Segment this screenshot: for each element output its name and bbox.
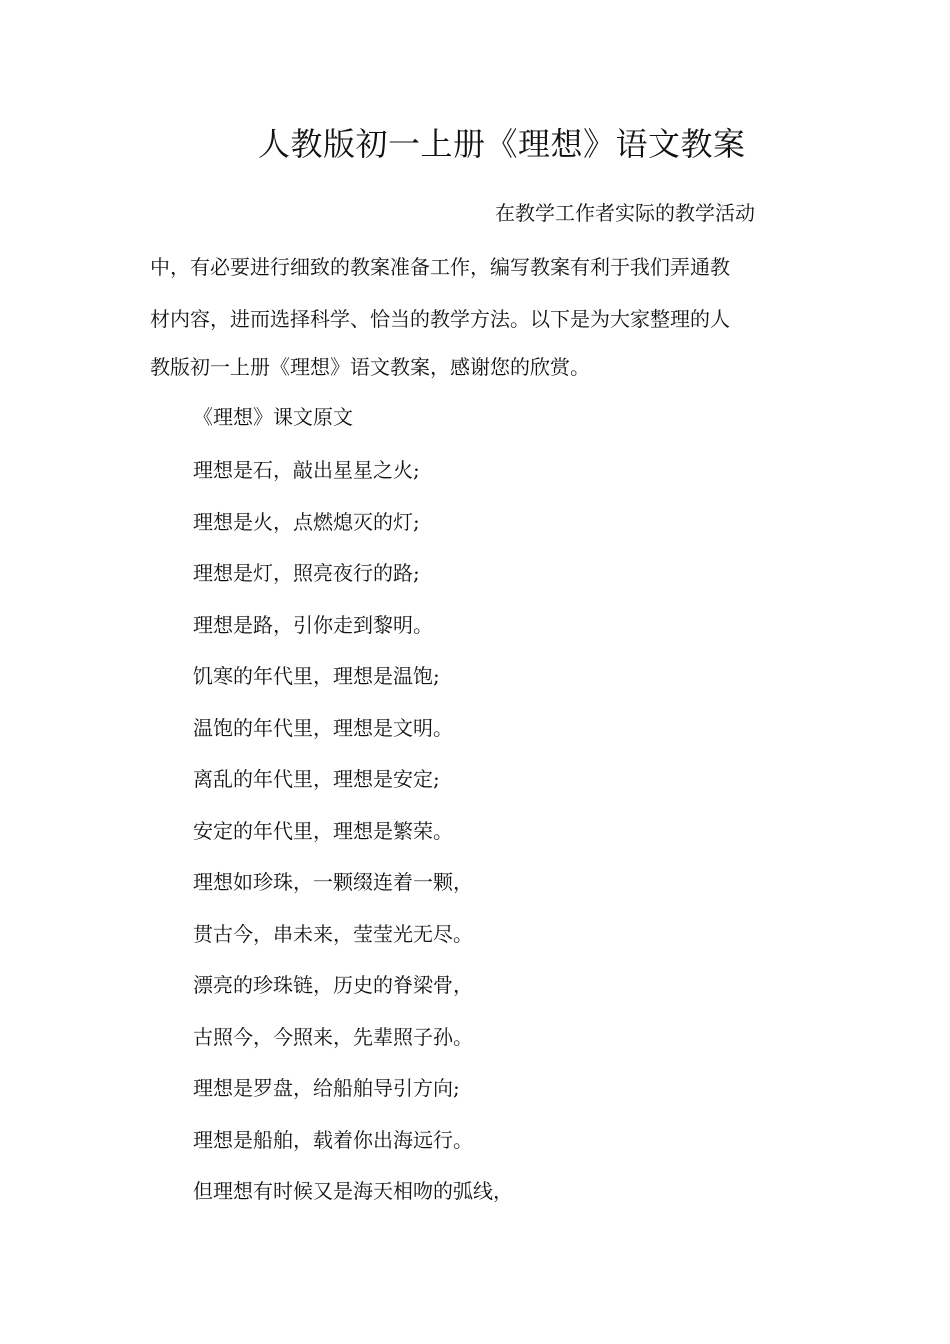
intro-line: 中，有必要进行细致的教案准备工作，编写教案有利于我们弄通教 [150, 255, 730, 279]
poem-line: 温饱的年代里，理想是文明。 [193, 715, 453, 740]
intro-line: 材内容，进而选择科学、恰当的教学方法。以下是为大家整理的人 [150, 307, 730, 331]
poem-line: 理想是罗盘，给船舶导引方向; [193, 1076, 460, 1100]
document-title: 人教版初一上册《理想》语文教案 [258, 125, 746, 163]
poem-line: 理想是石，敲出星星之火; [193, 458, 420, 482]
poem-line: 饥寒的年代里，理想是温饱; [193, 664, 440, 688]
poem-line: 理想是路，引你走到黎明。 [193, 612, 433, 637]
poem-line: 理想是船舶，载着你出海远行。 [193, 1127, 473, 1152]
intro-line: 教版初一上册《理想》语文教案，感谢您的欣赏。 [150, 355, 590, 379]
poem-line: 理想是灯，照亮夜行的路; [193, 561, 420, 585]
intro-line: 在教学工作者实际的教学活动 [495, 201, 755, 225]
poem-line: 安定的年代里，理想是繁荣。 [193, 818, 453, 843]
poem-line: 贯古今，串未来，莹莹光无尽。 [193, 921, 473, 946]
poem-line: 但理想有时候又是海天相吻的弧线， [193, 1179, 513, 1203]
poem-line: 离乱的年代里，理想是安定; [193, 767, 440, 791]
poem-line: 理想如珍珠，一颗缀连着一颗， [193, 870, 473, 894]
poem-line: 古照今，今照来，先辈照子孙。 [193, 1024, 473, 1049]
poem-line: 漂亮的珍珠链，历史的脊梁骨， [193, 973, 473, 997]
section-heading: 《理想》课文原文 [193, 405, 353, 429]
poem-line: 理想是火，点燃熄灭的灯; [193, 509, 420, 534]
poem-text [193, 455, 513, 1228]
